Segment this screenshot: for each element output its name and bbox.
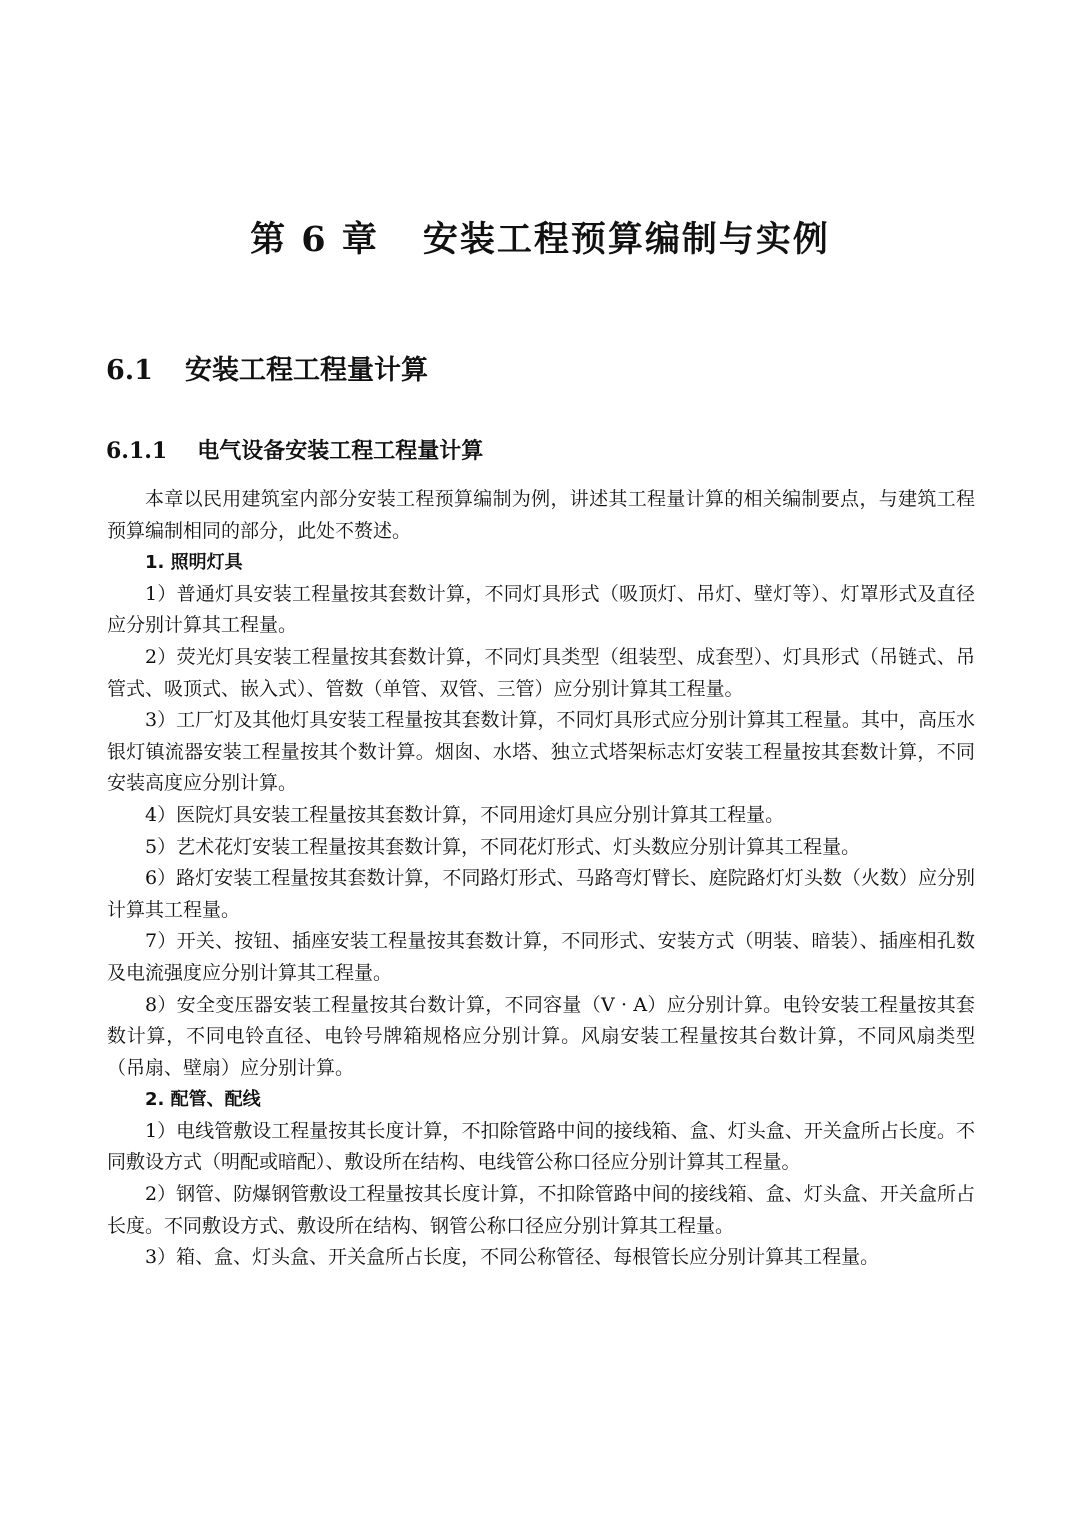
intro-paragraph: 本章以民用建筑室内部分安装工程预算编制为例，讲述其工程量计算的相关编制要点，与建筑工程预算编制相同的部分，此处不赘述。 <box>107 488 975 542</box>
wiring-item-2: 2）钢管、防爆钢管敷设工程量按其长度计算，不扣除管路中间的接线箱、盒、灯头盒、开关盒所占长度。不同敷设方式、敷设所在结构、钢管公称口径应分别计算其工程量。 <box>107 1183 975 1237</box>
section-number: 6.1 <box>106 355 153 386</box>
wiring-heading: 2. 配管、配线 <box>145 1089 261 1111</box>
lighting-item-8: 8）安全变压器安装工程量按其台数计算，不同容量（V · A）应分别计算。电铃安装工程量按其套数计算，不同电铃直径、电铃号牌箱规格应分别计算。风扇安装工程量按其台数计算，不同风扇类型（吊扇、壁扇）应分别计算。 <box>107 993 975 1079</box>
lighting-item-6: 6）路灯安装工程量按其套数计算，不同路灯形式、马路弯灯臂长、庭院路灯灯头数（火数）应分别计算其工程量。 <box>107 867 975 921</box>
lighting-item-7: 7）开关、按钮、插座安装工程量按其套数计算，不同形式、安装方式（明装、暗装）、插座相孔数及电流强度应分别计算其工程量。 <box>107 930 975 984</box>
subsection-name: 电气设备安装工程工程量计算 <box>197 438 484 464</box>
body-text <box>107 484 975 1274</box>
section-name: 安装工程工程量计算 <box>184 355 428 386</box>
lighting-heading: 1. 照明灯具 <box>145 552 243 574</box>
chapter-number: 第 6 章 <box>250 219 379 260</box>
section-title <box>106 351 428 391</box>
chapter-name: 安装工程预算编制与实例 <box>422 219 830 260</box>
lighting-item-1: 1）普通灯具安装工程量按其套数计算，不同灯具形式（吸顶灯、吊灯、壁灯等）、灯罩形式及直径应分别计算其工程量。 <box>107 582 975 637</box>
lighting-item-4: 4）医院灯具安装工程量按其套数计算，不同用途灯具应分别计算其工程量。 <box>145 803 785 826</box>
lighting-item-2: 2）荧光灯具安装工程量按其套数计算，不同灯具类型（组装型、成套型）、灯具形式（吊链式、吊管式、吸顶式、嵌入式）、管数（单管、双管、三管）应分别计算其工程量。 <box>107 645 975 700</box>
wiring-item-3: 3）箱、盒、灯头盒、开关盒所占长度，不同公称管径、每根管长应分别计算其工程量。 <box>145 1246 880 1269</box>
wiring-item-1: 1）电线管敷设工程量按其长度计算，不扣除管路中间的接线箱、盒、灯头盒、开关盒所占长度。不同敷设方式（明配或暗配）、敷设所在结构、电线管公称口径应分别计算其工程量。 <box>107 1119 975 1174</box>
lighting-item-5: 5）艺术花灯安装工程量按其套数计算，不同花灯形式、灯头数应分别计算其工程量。 <box>145 835 861 858</box>
subsection-number: 6.1.1 <box>106 438 168 464</box>
subsection-title <box>106 434 483 468</box>
lighting-item-3: 3）工厂灯及其他灯具安装工程量按其套数计算，不同灯具形式应分别计算其工程量。其中，高压水银灯镇流器安装工程量按其个数计算。烟囱、水塔、独立式塔架标志灯安装工程量按其套数计算，不同安装高度应分别计算。 <box>107 709 975 795</box>
chapter-title <box>0 216 1080 264</box>
